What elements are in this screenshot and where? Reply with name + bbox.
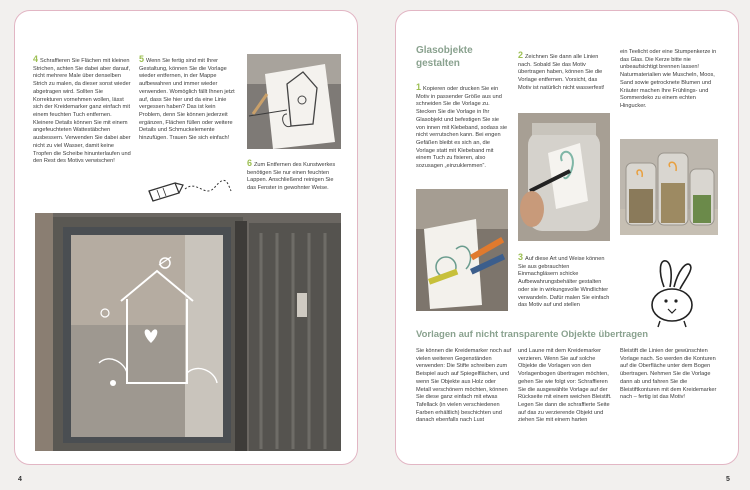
right-col-2b bbox=[518, 251, 610, 310]
photo-markers-templates bbox=[416, 189, 508, 311]
step-number: 5 bbox=[139, 54, 145, 64]
left-col-3 bbox=[247, 157, 341, 193]
photo-template-birdhouse bbox=[247, 54, 341, 149]
bottom-col-2 bbox=[518, 348, 614, 425]
bottom-col-1 bbox=[416, 348, 512, 425]
body-text: Sie können die Kreidemarker noch auf vielen weiteren Gegenständen verwenden: Die Stifte schreiben zum Beispiel auch auf Spiegelflächen, und wenn Sie Objekte aus Holz oder Metall verschönern möchten, können Sie diese ganz einfach mit etwas Tafellack (in vielen verschiedenen Farben erhältlich) beschichten und danach ebenfalls nach Lust bbox=[416, 348, 512, 424]
step-number: 6 bbox=[247, 158, 253, 168]
step-text: ein Teelicht oder eine Stumpenkerze in das Glas. Die Kerze bitte nie unbeaufsichtigt brennen lassen! Naturmaterialien wie Muscheln, Moos, Sand sowie getrocknete Blumen und Kräuter machen Ihre Frühlings- und Sommerdeko zu einem echten Hingucker. bbox=[620, 49, 717, 110]
step-number: 4 bbox=[33, 54, 39, 64]
step-number: 2 bbox=[518, 50, 524, 60]
right-col-3 bbox=[620, 49, 718, 111]
step-number: 3 bbox=[518, 252, 524, 262]
step-text: Zeichnen Sie dann alle Linien nach. Sobald Sie das Motiv übertragen haben, können Sie die Vorlage entfernen. Vorsicht, das Motiv ist natürlich nicht wasserfest! bbox=[518, 54, 605, 91]
body-text: Bleistift die Linien der gewünschten Vorlage nach. So werden die Konturen auf die Oberfläche unter dem Bogen übertragen. Nehmen Sie die Vorlage dann ab und fahren Sie die Bleistiftkonturen mit dem Kreidemarker nach – fertig ist das Motiv! bbox=[620, 348, 717, 401]
right-col-1 bbox=[416, 81, 508, 171]
left-col-2 bbox=[139, 53, 237, 143]
photo-window-birdhouse bbox=[35, 213, 341, 451]
step-text: Zum Entfernen des Kunstwerkes benötigen Sie nur einen feuchten Lappen. Anschließend reinigen Sie das Fenster in gewohnter Weise. bbox=[247, 162, 336, 192]
bunny-doodle-icon bbox=[640, 257, 704, 331]
step-number: 1 bbox=[416, 82, 422, 92]
right-col-2 bbox=[518, 49, 610, 93]
body-text: und Laune mit dem Kreidemarker verzieren. Wenn Sie auf solche Objekte die Vorlagen von den Vorlagenbogen übertragen möchten, gehen Sie wie folgt vor: Schraffieren Sie die ausgewählte Vorlage auf der Rückseite mit einem weichen Bleistift. Legen Sie dann die schraffierte Seite auf das zu verzierende Objekt und ziehen Sie mit einem harten bbox=[518, 348, 612, 424]
right-page bbox=[395, 10, 739, 465]
photo-drawing-on-jar bbox=[518, 113, 610, 241]
photo-decorated-jars bbox=[620, 139, 718, 235]
left-col-1 bbox=[33, 53, 133, 166]
heading-glasobjekte: Glasobjekte gestalten bbox=[416, 45, 473, 69]
step-text: Kopieren oder drucken Sie ein Motiv in passender Größe aus und schneiden Sie die Vorlage zu. Stecken Sie die Vorlage in Ihr Glasobjekt und befestigen Sie sie von innen mit Klebeband, sodass sie nicht verrutschen kann. Bei engen Gefäßen bleibt es sich an, die Vorlage statt mit Klebeband mit einem Tuch zu fixieren, also sozusagen „einzuklemmen“. bbox=[416, 86, 508, 170]
step-text: Auf diese Art und Weise können Sie aus gebrauchten Einmachgläsern schicke Aufbewahrungsbehälter gestalten oder sie in wirkungsvolle Windlichter verwandeln. Dafür malen Sie einfach das Motiv auf und stellen bbox=[518, 256, 610, 309]
pencil-doodle-icon bbox=[145, 173, 235, 207]
heading-vorlagen: Vorlagen auf nicht transparente Objekte übertragen bbox=[416, 329, 649, 340]
bottom-col-3 bbox=[620, 348, 718, 402]
step-text: Schraffieren Sie Flächen mit kleinen Strichen, achten Sie dabei aber darauf, nicht mehrere Male über denselben Strich zu malen, da dieser sonst wieder abgetragen wird. Sollten Sie Korrekturen vornehmen wollen, lässt sich der Kreidemarker ganz einfach mit einem feuchten Tuch entfernen. Kleinere Details können Sie mit einem angefeuchteten Wattestäbchen ausbessern. Verwenden Sie dabei aber nicht zu viel Wasser, damit keine Tropfen die Scheibe hinunterlaufen und den Rest des Motivs verwischen! bbox=[33, 58, 131, 165]
step-text: Wenn Sie fertig sind mit Ihrer Gestaltung, können Sie die Vorlage wieder entfernen, in der Mappe aufbewahren und immer wieder verwenden. Womöglich fällt Ihnen jetzt auf, dass Sie hier und da eine Linie vergessen haben? Das ist kein Problem, denn Sie können jederzeit ergänzen, Flächen füllen oder weitere Details und Schmuckelemente hinzufügen. Trauen Sie sich einfach! bbox=[139, 58, 235, 142]
left-page bbox=[14, 10, 358, 465]
page-number-left: 4 bbox=[18, 476, 22, 483]
page-number-right: 5 bbox=[726, 476, 730, 483]
